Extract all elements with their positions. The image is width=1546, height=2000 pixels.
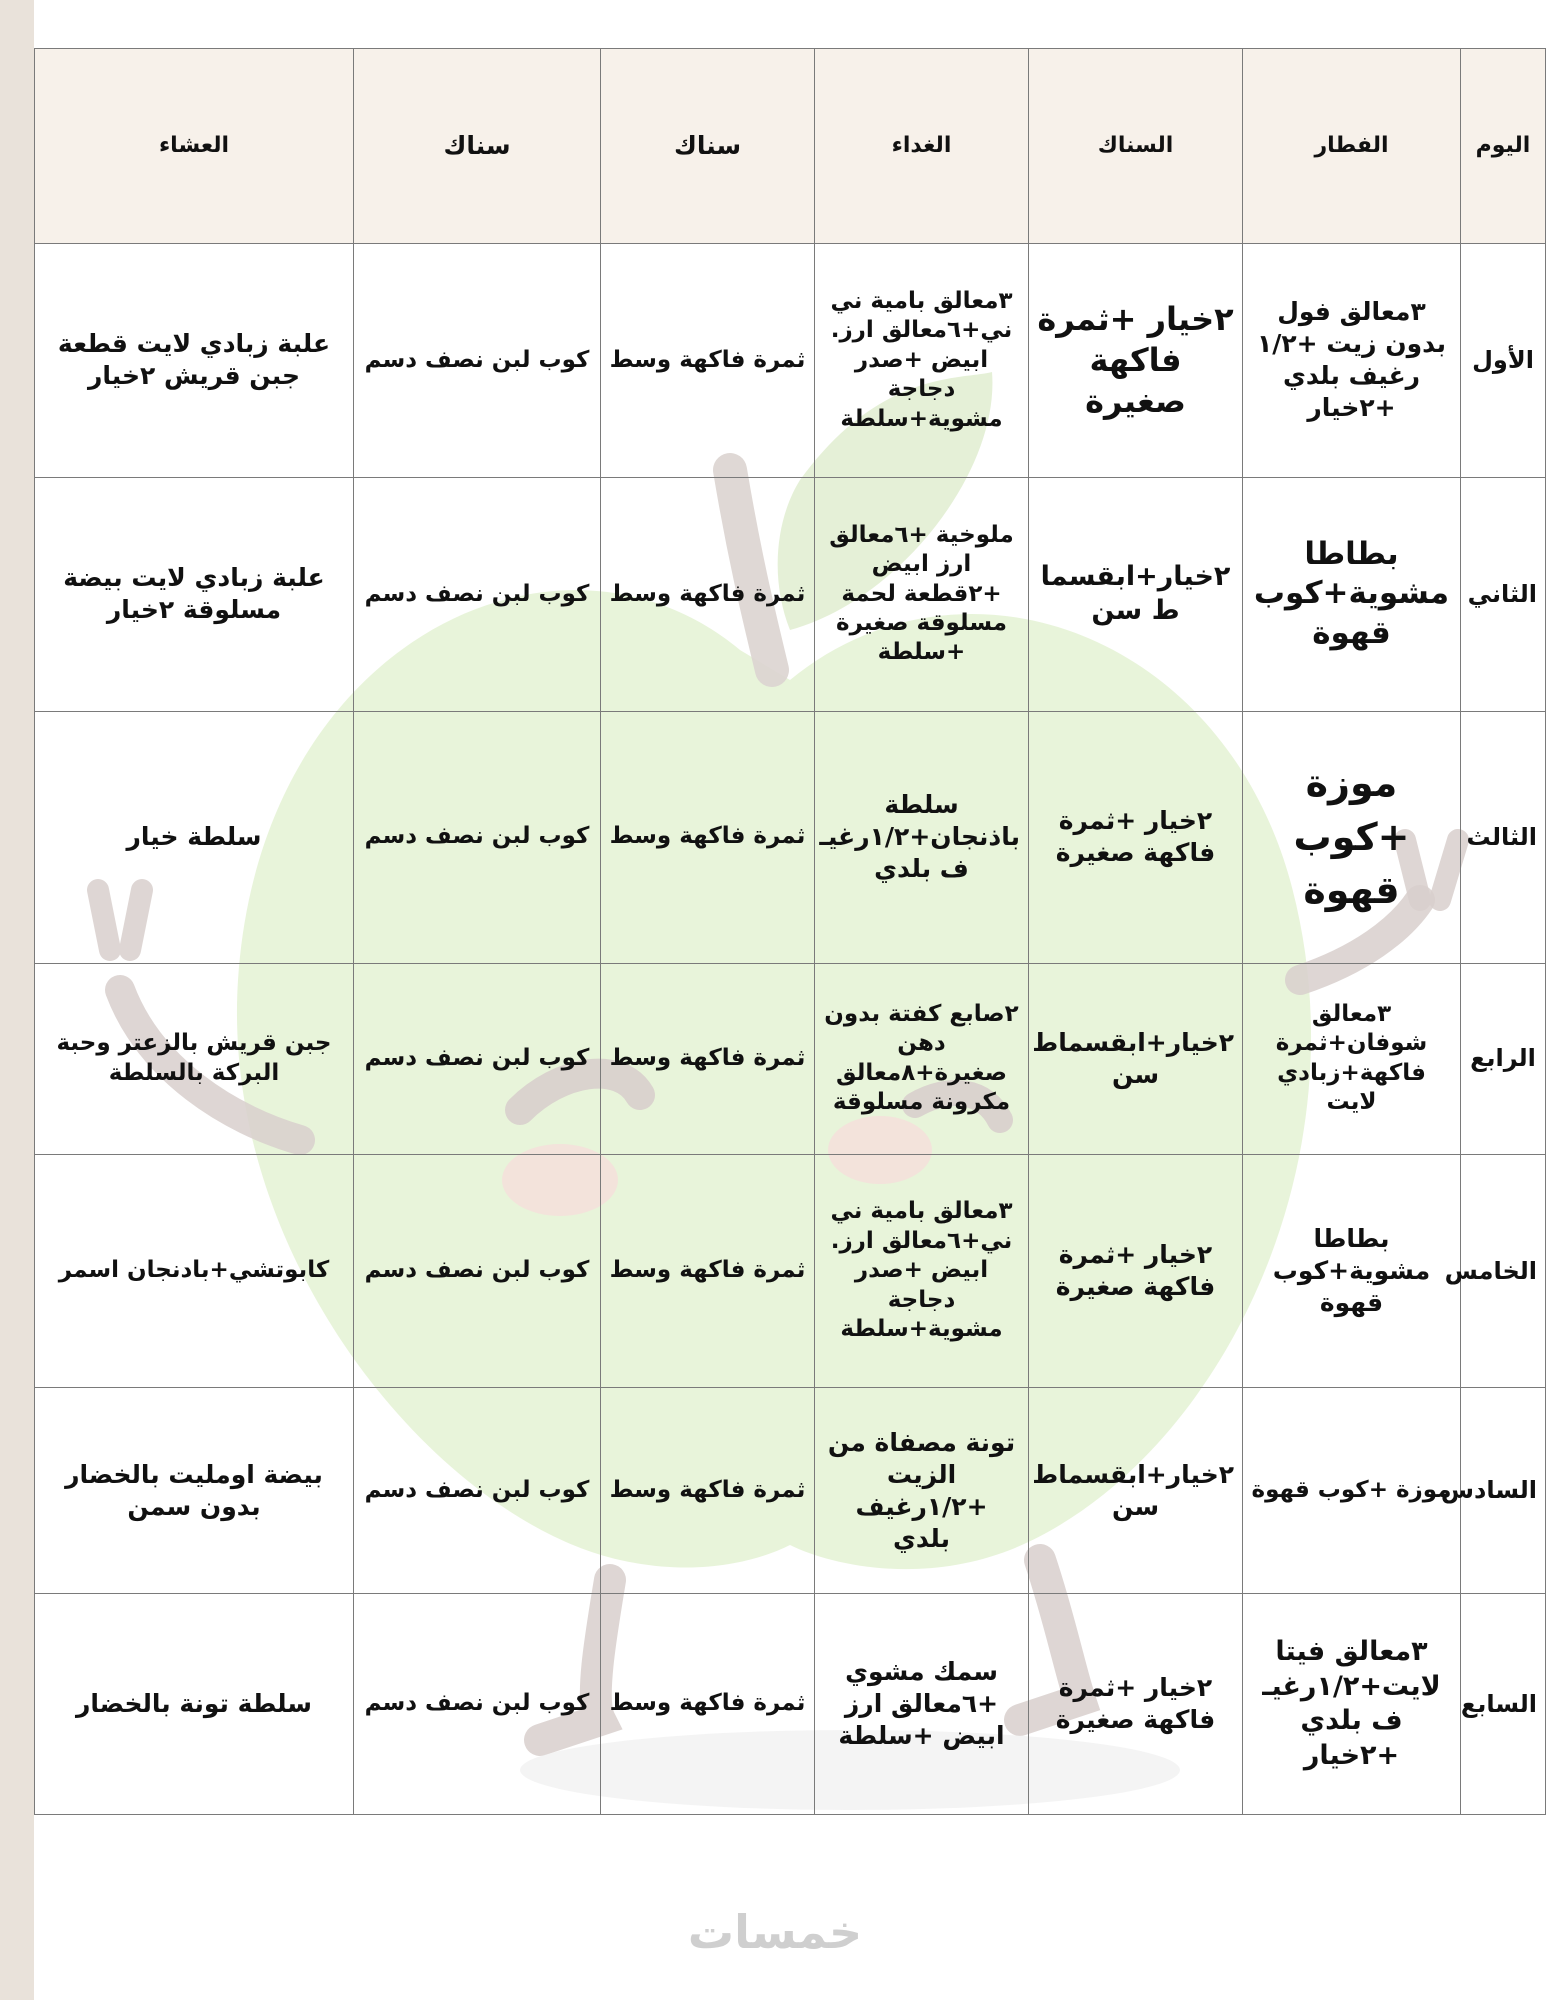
lunch-cell: تونة مصفاة من الزيت +١/٢رغيف بلدي xyxy=(815,1388,1029,1594)
snack-3-cell: كوب لبن نصف دسم xyxy=(354,244,601,478)
header-snack-2: سناك xyxy=(601,49,815,244)
watermark-logo: خمسات xyxy=(687,1905,863,1959)
snack-2-cell: ثمرة فاكهة وسط xyxy=(601,1388,815,1594)
meal-plan-table-wrapper xyxy=(34,48,1545,1815)
snack-1-cell: ٢خيار+ابقسما ط سن xyxy=(1029,477,1243,711)
dinner-cell: بيضة اومليت بالخضار بدون سمن xyxy=(35,1388,354,1594)
snack-1-cell: ٢خيار +ثمرة فاكهة صغيرة xyxy=(1029,1154,1243,1388)
breakfast-cell: بطاطا مشوية+كوب قهوة xyxy=(1243,1154,1461,1388)
dinner-cell: سلطة خيار xyxy=(35,711,354,963)
snack-3-cell: كوب لبن نصف دسم xyxy=(354,1594,601,1815)
snack-2-cell: ثمرة فاكهة وسط xyxy=(601,963,815,1154)
snack-1-cell: ٢خيار+ابقسماط سن xyxy=(1029,1388,1243,1594)
snack-1-cell: ٢خيار +ثمرة فاكهة صغيرة xyxy=(1029,1594,1243,1815)
meal-plan-table xyxy=(34,48,1546,1815)
header-day: اليوم xyxy=(1461,49,1546,244)
snack-2-cell: ثمرة فاكهة وسط xyxy=(601,1594,815,1815)
lunch-cell: سلطة باذنجان+١/٢رغيـ ف بلدي xyxy=(815,711,1029,963)
breakfast-cell: موزة +كوب قهوة xyxy=(1243,1388,1461,1594)
lunch-cell: ٣معالق بامية ني ني+٦معالق ارز. ابيض +صدر دجاجة مشوية+سلطة xyxy=(815,244,1029,478)
header-dinner: العشاء xyxy=(35,49,354,244)
day-cell: السابع xyxy=(1461,1594,1546,1815)
breakfast-cell: ٣معالق فيتا لايت+١/٢رغيـ ف بلدي +٢خيار xyxy=(1243,1594,1461,1815)
dinner-cell: جبن قريش بالزعتر وحبة البركة بالسلطة xyxy=(35,963,354,1154)
header-snack-1: السناك xyxy=(1029,49,1243,244)
table-row xyxy=(35,1388,1546,1594)
day-cell: الأول xyxy=(1461,244,1546,478)
dinner-cell: علبة زبادي لايت قطعة جبن قريش ٢خيار xyxy=(35,244,354,478)
snack-1-cell: ٢خيار+ابقسماط سن xyxy=(1029,963,1243,1154)
breakfast-cell: ٣معالق فول بدون زيت +١/٢ رغيف بلدي +٢خيار xyxy=(1243,244,1461,478)
lunch-cell: سمك مشوي +٦معالق ارز ابيض +سلطة xyxy=(815,1594,1029,1815)
breakfast-cell: موزة +كوب قهوة xyxy=(1243,711,1461,963)
snack-3-cell: كوب لبن نصف دسم xyxy=(354,1388,601,1594)
snack-3-cell: كوب لبن نصف دسم xyxy=(354,711,601,963)
breakfast-cell: ٣معالق شوفان+ثمرة فاكهة+زبادي لايت xyxy=(1243,963,1461,1154)
day-cell: الخامس xyxy=(1461,1154,1546,1388)
snack-2-cell: ثمرة فاكهة وسط xyxy=(601,244,815,478)
snack-1-cell: ٢خيار +ثمرة فاكهة صغيرة xyxy=(1029,711,1243,963)
snack-2-cell: ثمرة فاكهة وسط xyxy=(601,1154,815,1388)
day-cell: الثالث xyxy=(1461,711,1546,963)
day-cell: السادس xyxy=(1461,1388,1546,1594)
lunch-cell: ملوخية +٦معالق ارز ابيض +٢قطعة لحمة مسلوقة صغيرة +سلطة xyxy=(815,477,1029,711)
lunch-cell: ٢صابع كفتة بدون دهن صغيرة+٨معالق مكرونة مسلوقة xyxy=(815,963,1029,1154)
table-row xyxy=(35,244,1546,478)
day-cell: الرابع xyxy=(1461,963,1546,1154)
table-row xyxy=(35,477,1546,711)
header-row xyxy=(35,49,1546,244)
header-breakfast: الفطار xyxy=(1243,49,1461,244)
table-row xyxy=(35,711,1546,963)
snack-3-cell: كوب لبن نصف دسم xyxy=(354,963,601,1154)
snack-2-cell: ثمرة فاكهة وسط xyxy=(601,711,815,963)
dinner-cell: كابوتشي+بادنجان اسمر xyxy=(35,1154,354,1388)
header-lunch: الغداء xyxy=(815,49,1029,244)
breakfast-cell: بطاطا مشوية+كوب قهوة xyxy=(1243,477,1461,711)
table-row xyxy=(35,1594,1546,1815)
dinner-cell: علبة زبادي لايت بيضة مسلوقة ٢خيار xyxy=(35,477,354,711)
day-cell: الثاني xyxy=(1461,477,1546,711)
table-row xyxy=(35,1154,1546,1388)
table-row xyxy=(35,963,1546,1154)
lunch-cell: ٣معالق بامية ني ني+٦معالق ارز. ابيض +صدر دجاجة مشوية+سلطة xyxy=(815,1154,1029,1388)
snack-3-cell: كوب لبن نصف دسم xyxy=(354,1154,601,1388)
dinner-cell: سلطة تونة بالخضار xyxy=(35,1594,354,1815)
snack-1-cell: ٢خيار +ثمرة فاكهة صغيرة xyxy=(1029,244,1243,478)
header-snack-3: سناك xyxy=(354,49,601,244)
snack-3-cell: كوب لبن نصف دسم xyxy=(354,477,601,711)
snack-2-cell: ثمرة فاكهة وسط xyxy=(601,477,815,711)
